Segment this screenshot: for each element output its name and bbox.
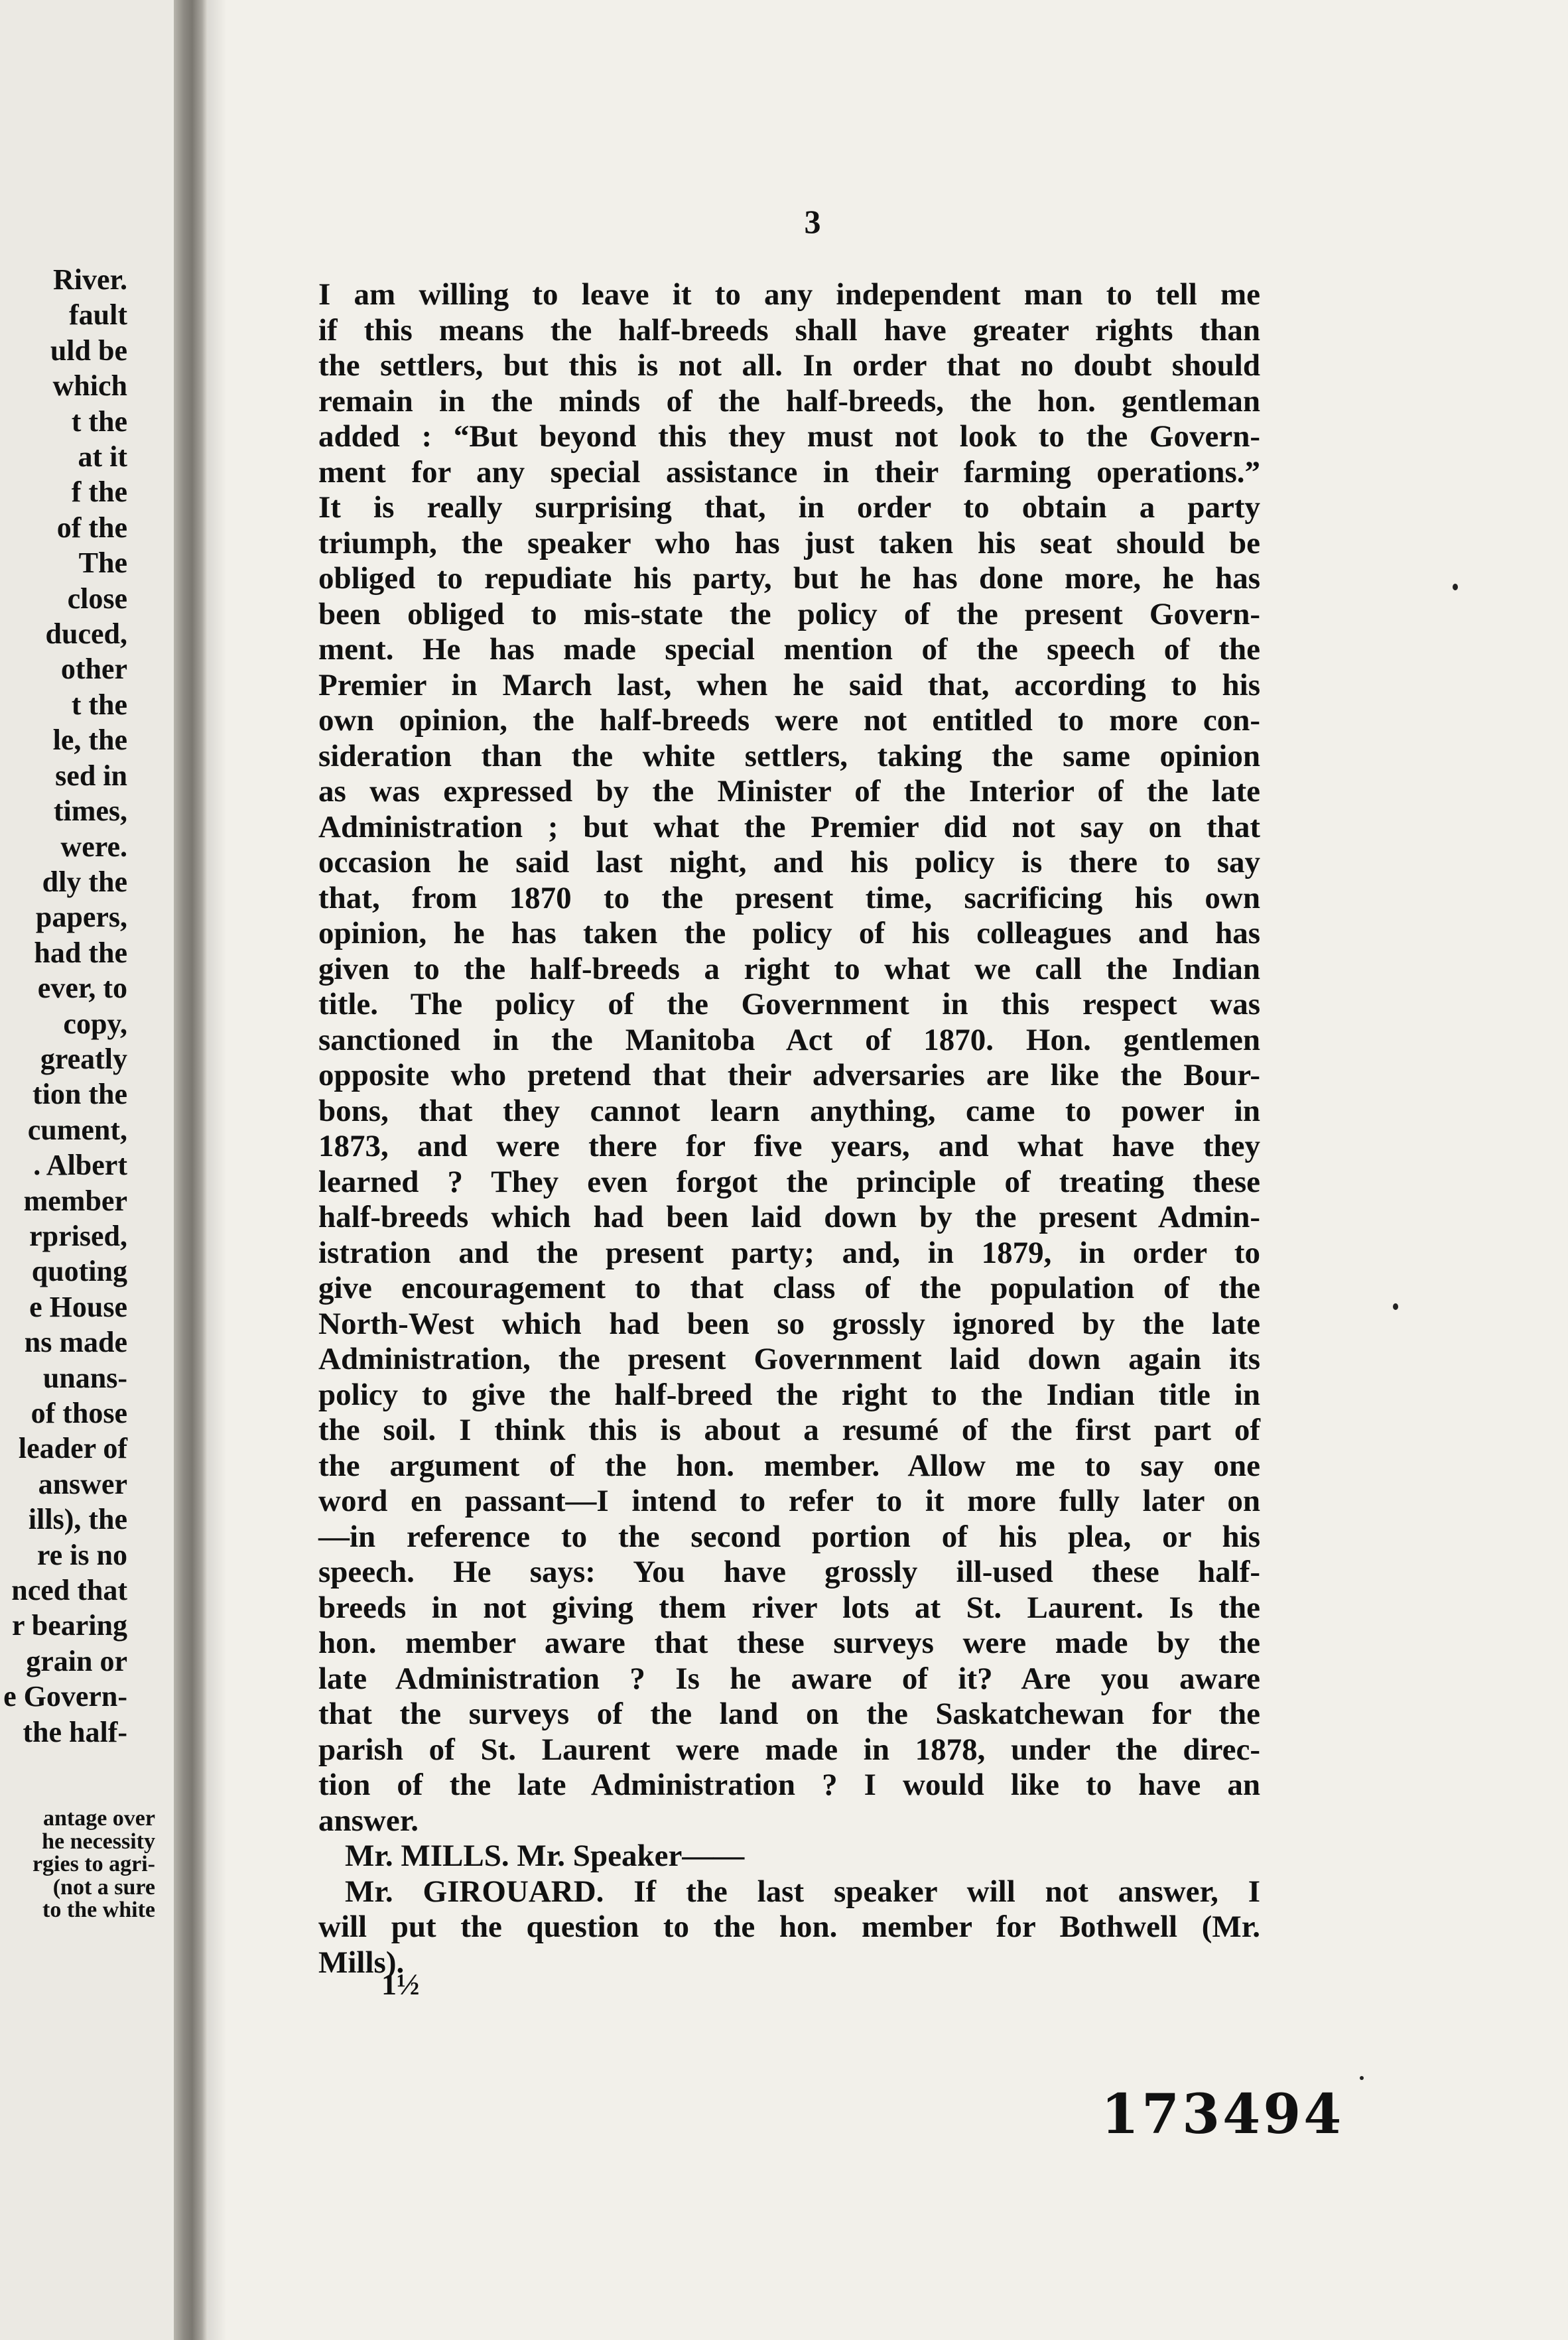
facing-line: ills), the (28, 1503, 127, 1536)
facing-footnote-line: (not a sure (52, 1874, 155, 1900)
facing-line: grain or (26, 1644, 127, 1677)
text-line: learned ? They even forgot the principle of treating these (318, 1164, 1260, 1199)
text-line: the argument of the hon. member. Allow me to say one (318, 1448, 1260, 1483)
text-line: breeds in not giving them river lots at St. Laurent. Is the (318, 1590, 1260, 1625)
facing-line: e Govern- (3, 1680, 127, 1713)
text-line: given to the half-breeds a right to what we call the Indian (318, 951, 1260, 986)
facing-line: were. (60, 830, 127, 863)
text-line: triumph, the speaker who has just taken his seat should be (318, 525, 1260, 560)
facing-line: had the (34, 936, 127, 969)
facing-line: leader of (18, 1432, 127, 1465)
facing-line: papers, (35, 901, 127, 934)
page-number: 3 (804, 203, 821, 240)
facing-line: duced, (45, 618, 127, 651)
speech-text (318, 277, 1260, 1981)
facing-footnote-line: rgies to agri- (32, 1852, 155, 1876)
text-line: as was expressed by the Minister of the Interior of the late (318, 774, 1260, 809)
facing-page-footnote (0, 1807, 174, 1922)
text-line: policy to give the half-breed the right to the Indian title in (318, 1377, 1260, 1412)
text-line: title. The policy of the Government in this respect was (318, 987, 1260, 1021)
text-line: that, from 1870 to the present time, sacrificing his own (318, 880, 1260, 915)
text-line: give encouragement to that class of the population of the (318, 1271, 1260, 1305)
facing-line: member (23, 1184, 127, 1217)
text-line: Premier in March last, when he said that, according to his (318, 667, 1260, 702)
text-line: 1873, and were there for five years, and what have they (318, 1129, 1260, 1163)
text-line: speech. He says: You have grossly ill-used these half- (318, 1555, 1260, 1589)
facing-line: quoting (31, 1255, 127, 1288)
facing-line: t the (71, 405, 127, 438)
facing-line: fault (69, 298, 127, 332)
facing-line: unans- (42, 1361, 127, 1394)
facing-page-fragment (0, 0, 174, 2340)
book-gutter (174, 0, 207, 2340)
text-line: bons, that they cannot learn anything, came to power in (318, 1093, 1260, 1128)
text-line: occasion he said last night, and his policy is there to say (318, 845, 1260, 879)
facing-line: t the (71, 688, 127, 721)
facing-line: . Albert (33, 1149, 127, 1182)
text-line: opposite who pretend that their adversaries are like the Bour- (318, 1058, 1260, 1092)
facing-line: of the (56, 511, 127, 544)
speaker-line: Mr. GIROUARD. If the last speaker will not answer, I (345, 1874, 1260, 1909)
text-line: ment for any special assistance in their farming operations.” (318, 454, 1260, 489)
facing-line: of those (31, 1397, 127, 1429)
text-line: —in reference to the second portion of his plea, or his (318, 1519, 1260, 1554)
text-line: tion of the late Administration ? I would like to have an (318, 1768, 1260, 1802)
facing-line: other (60, 653, 127, 686)
text-line: been obliged to mis-state the policy of the present Govern- (318, 596, 1260, 631)
facing-line: The (78, 547, 127, 580)
text-line: the settlers, but this is not all. In order that no doubt should (318, 348, 1260, 383)
text-line: ment. He has made special mention of the speech of the (318, 632, 1260, 667)
facing-line: r bearing (12, 1609, 127, 1642)
text-line: remain in the minds of the half-breeds, the hon. gentleman (318, 383, 1260, 419)
text-line: Mills). (318, 1945, 405, 1980)
facing-line: rprised, (29, 1219, 127, 1252)
text-line: parish of St. Laurent were made in 1878, under the direc- (318, 1732, 1260, 1767)
facing-line: dly the (42, 865, 127, 898)
text-line: obliged to repudiate his party, but he has done more, he has (318, 561, 1260, 596)
text-line: own opinion, the half-breeds were not entitled to more con- (318, 703, 1260, 738)
speaker-line: Mr. MILLS. Mr. Speaker—— (345, 1839, 745, 1873)
facing-line: ever, to (37, 972, 127, 1005)
facing-line: e House (29, 1290, 127, 1323)
signature-mark: 1½ (381, 1967, 420, 2001)
facing-line: River. (52, 263, 127, 296)
text-line: word en passant—I intend to refer to it more fully later on (318, 1484, 1260, 1518)
text-line: added : “But beyond this they must not look to the Govern- (318, 419, 1260, 454)
text-line: Administration ; but what the Premier did not say on that (318, 809, 1260, 844)
facing-page-column (0, 262, 174, 1750)
print-speck (1453, 584, 1458, 590)
facing-line: copy, (63, 1007, 127, 1040)
text-line: It is really surprising that, in order to obtain a party (318, 490, 1260, 525)
facing-line: times, (53, 795, 127, 828)
print-speck (1360, 2076, 1364, 2080)
facing-line: the half- (23, 1715, 127, 1748)
text-line: if this means the half-breeds shall have greater rights than (318, 312, 1260, 348)
text-line: sideration than the white settlers, taking the same opinion (318, 738, 1260, 773)
facing-line: uld be (50, 334, 127, 367)
text-line: North-West which had been so grossly ignored by the late (318, 1306, 1260, 1341)
facing-line: cument, (27, 1113, 127, 1146)
facing-line: close (67, 582, 127, 615)
text-line: sanctioned in the Manitoba Act of 1870. Hon. gentlemen (318, 1022, 1260, 1057)
facing-line: answer (38, 1467, 127, 1500)
facing-line: tion the (33, 1078, 127, 1111)
archive-stamp-number: 173494 (1101, 2083, 1344, 2146)
facing-line: at it (78, 440, 127, 474)
gutter-shadow (207, 0, 227, 2340)
facing-line: sed in (55, 759, 127, 792)
text-line: opinion, he has taken the policy of his colleagues and has (318, 916, 1260, 950)
facing-footnote-line: he necessity (42, 1829, 155, 1854)
text-line: that the surveys of the land on the Saskatchewan for the (318, 1697, 1260, 1731)
text-line: Administration, the present Government laid down again its (318, 1342, 1260, 1376)
text-line: will put the question to the hon. member for Bothwell (Mr. (318, 1910, 1260, 1944)
facing-line: greatly (40, 1042, 127, 1075)
text-line: the soil. I think this is about a resumé of the first part of (318, 1413, 1260, 1447)
text-line: half-breeds which had been laid down by the present Admin- (318, 1200, 1260, 1234)
facing-footnote-line: antage over (42, 1806, 155, 1831)
text-line: late Administration ? Is he aware of it? Are you aware (318, 1661, 1260, 1696)
facing-line: le, the (52, 724, 127, 757)
text-line: answer. (318, 1803, 419, 1838)
facing-line: f the (71, 476, 127, 509)
facing-line: re is no (36, 1538, 127, 1571)
text-line: istration and the present party; and, in 1879, in order to (318, 1235, 1260, 1270)
print-speck (1393, 1303, 1398, 1310)
facing-footnote-line: to the white (42, 1898, 155, 1922)
facing-line: which (52, 369, 127, 403)
text-line: I am willing to leave it to any independent man to tell me (318, 277, 1260, 312)
facing-line: ns made (24, 1326, 127, 1359)
facing-line: nced that (11, 1574, 127, 1607)
text-line: hon. member aware that these surveys were made by the (318, 1626, 1260, 1660)
